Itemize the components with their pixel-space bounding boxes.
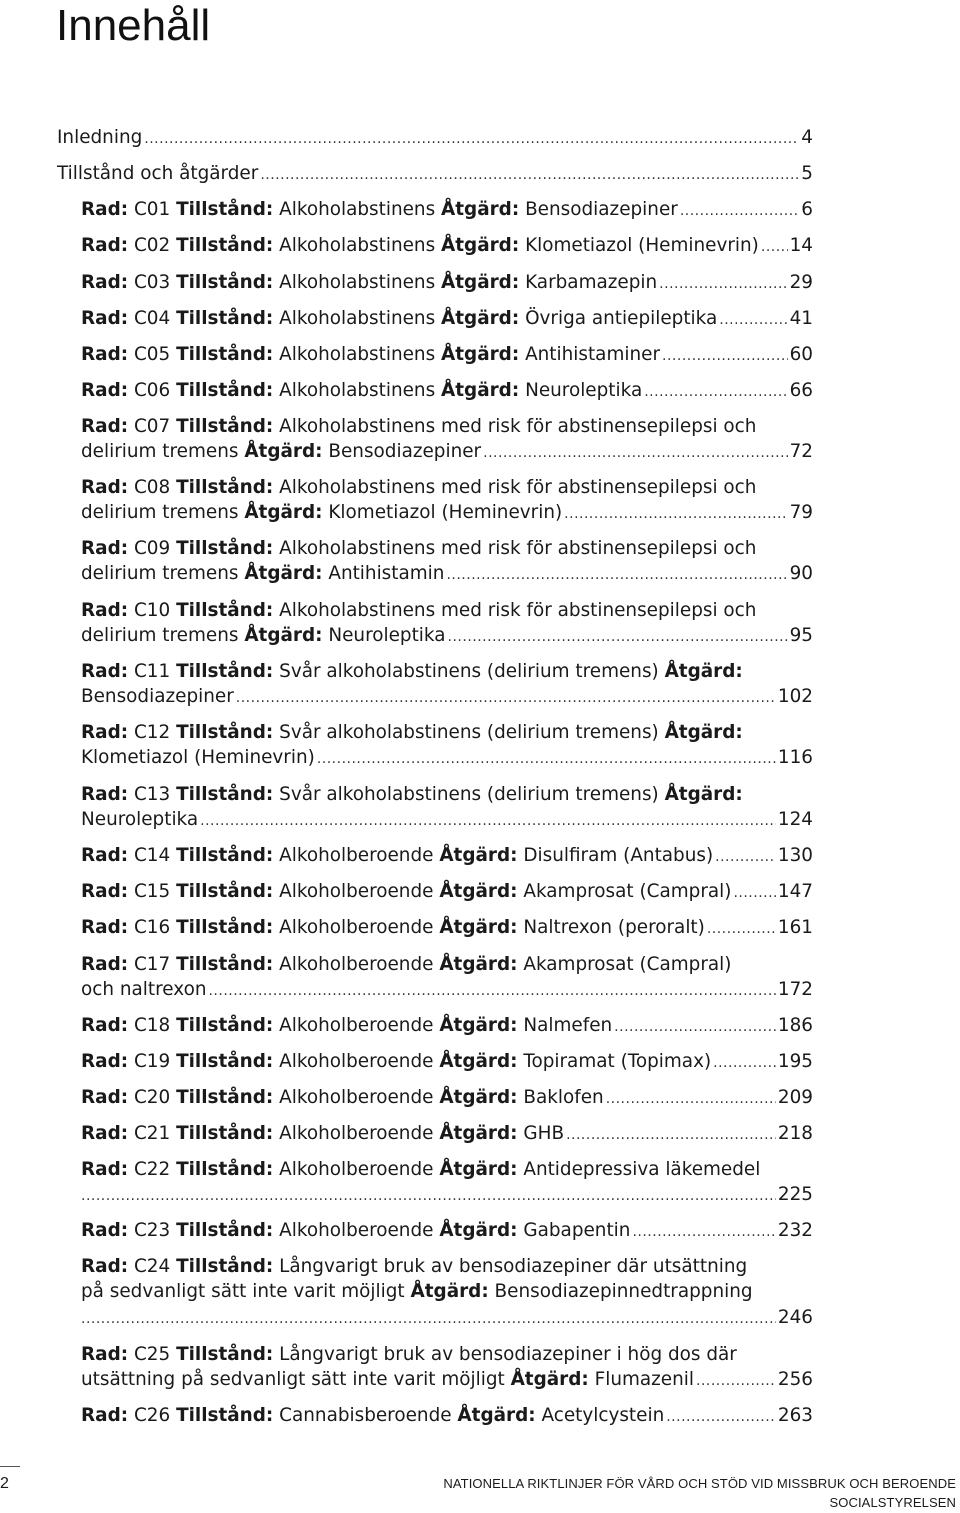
dot-leader (446, 563, 787, 587)
dot-leader (208, 979, 775, 1003)
toc-page-number: 66 (789, 380, 813, 401)
rad-label: Rad: (81, 1256, 129, 1277)
toc-page-number: 116 (777, 747, 813, 768)
tillstand-label: Tillstånd: (176, 538, 274, 559)
toc-entry-c07-line1[interactable] (81, 415, 756, 439)
tillstand-text: Alkoholberoende (279, 1051, 434, 1072)
rad-label: Rad: (81, 1051, 129, 1072)
tillstand-text: Svår alkoholabstinens (delirium tremens) (279, 661, 659, 682)
tillstand-text: Alkoholabstinens (279, 272, 436, 293)
atgard-text: Bensodiazepiner (525, 199, 678, 220)
atgard-text: Neuroleptika (81, 809, 199, 830)
tillstand-text: Alkoholabstinens (279, 235, 436, 256)
tillstand-label: Tillstånd: (176, 380, 274, 401)
atgard-text: Baklofen (523, 1087, 604, 1108)
tillstand-label: Tillstånd: (176, 1159, 274, 1180)
toc-entry-c24[interactable] (81, 1306, 813, 1330)
tillstand-label: Tillstånd: (176, 1344, 274, 1365)
tillstand-text: Långvarigt bruk av bensodiazepiner där utsättning (279, 1256, 748, 1277)
tillstand-label: Tillstånd: (176, 235, 274, 256)
toc-page-number: 263 (777, 1405, 813, 1426)
atgard-label: Åtgärd: (439, 1051, 518, 1072)
atgard-label: Åtgärd: (510, 1369, 589, 1390)
toc-page-number: 147 (777, 881, 813, 902)
toc-entry-c01[interactable] (81, 198, 813, 222)
toc-page-number: 90 (789, 563, 813, 584)
rad-code: C21 (133, 1123, 171, 1144)
toc-page-number: 72 (789, 441, 813, 462)
rad-code: C07 (133, 416, 171, 437)
atgard-label: Åtgärd: (244, 441, 323, 462)
toc-page-number: 209 (777, 1087, 813, 1108)
tillstand-label: Tillstånd: (176, 784, 274, 805)
tillstand-text: Svår alkoholabstinens (delirium tremens) (279, 722, 659, 743)
atgard-label: Åtgärd: (439, 1123, 518, 1144)
tillstand-text: Alkoholberoende (279, 845, 434, 866)
tillstand-text: Alkoholberoende (279, 1087, 434, 1108)
atgard-label: Åtgärd: (439, 1015, 518, 1036)
atgard-label: Åtgärd: (244, 502, 323, 523)
atgard-text: Antihistaminer (525, 344, 661, 365)
tillstand-label: Tillstånd: (176, 1015, 274, 1036)
rad-code: C16 (133, 917, 171, 938)
toc-entry-c23[interactable] (81, 1219, 813, 1243)
atgard-text: Akamprosat (Campral) (523, 881, 732, 902)
toc-page-number: 102 (777, 686, 813, 707)
tillstand-text: Alkoholabstinens (279, 308, 436, 329)
tillstand-label: Tillstånd: (176, 845, 274, 866)
tillstand-text: Alkoholberoende (279, 1220, 434, 1241)
toc-entry-c24-line1[interactable] (81, 1255, 747, 1279)
atgard-text: Akamprosat (Campral) (523, 954, 732, 975)
tillstand-text-cont: delirium tremens (81, 441, 239, 462)
dot-leader (260, 163, 799, 187)
toc-page-number: 256 (777, 1369, 813, 1390)
atgard-text: Antidepressiva läkemedel (523, 1159, 761, 1180)
tillstand-label: Tillstånd: (176, 308, 274, 329)
rad-label: Rad: (81, 308, 129, 329)
toc-entry-c25[interactable] (81, 1368, 813, 1392)
toc-entry-c26[interactable] (81, 1404, 813, 1428)
rad-code: C20 (133, 1087, 171, 1108)
tillstand-label: Tillstånd: (176, 199, 274, 220)
dot-leader (564, 502, 787, 526)
toc-entry-c10-line1[interactable] (81, 599, 756, 623)
atgard-text: Acetylcystein (541, 1405, 665, 1426)
atgard-label: Åtgärd: (441, 199, 520, 220)
rad-label: Rad: (81, 416, 129, 437)
tillstand-label: Tillstånd: (176, 917, 274, 938)
tillstand-label: Tillstånd: (176, 600, 274, 621)
rad-code: C17 (133, 954, 171, 975)
dot-leader (733, 881, 775, 905)
toc-page-number: 4 (801, 127, 813, 148)
rad-code: C04 (133, 308, 171, 329)
atgard-label: Åtgärd: (441, 380, 520, 401)
toc-entry-c20[interactable] (81, 1086, 813, 1110)
rad-code: C22 (133, 1159, 171, 1180)
dot-leader (566, 1123, 776, 1147)
atgard-label: Åtgärd: (410, 1281, 489, 1302)
dot-leader (317, 747, 776, 771)
tillstand-text-cont: delirium tremens (81, 563, 239, 584)
toc-entry-c22[interactable] (81, 1183, 813, 1207)
atgard-text: Bensodiazepinnedtrappning (494, 1281, 753, 1302)
tillstand-label: Tillstånd: (176, 661, 274, 682)
rad-code: C14 (133, 845, 171, 866)
rad-code: C24 (133, 1256, 171, 1277)
dot-leader (715, 845, 776, 869)
tillstand-text: Alkoholabstinens med risk för abstinensepilepsi och (279, 477, 757, 498)
dot-leader (662, 344, 788, 368)
atgard-text: Flumazenil (594, 1369, 694, 1390)
dot-leader (632, 1220, 775, 1244)
rad-code: C06 (133, 380, 171, 401)
tillstand-text: Alkoholabstinens (279, 344, 436, 365)
tillstand-text: Alkoholabstinens (279, 380, 436, 401)
tillstand-text: Långvarigt bruk av bensodiazepiner i hög dos där (279, 1344, 737, 1365)
atgard-label: Åtgärd: (664, 784, 743, 805)
dot-leader (761, 235, 788, 259)
tillstand-text: Alkoholberoende (279, 1159, 434, 1180)
atgard-label: Åtgärd: (439, 917, 518, 938)
toc-entry-c06[interactable] (81, 379, 813, 403)
tillstand-text: Alkoholberoende (279, 954, 434, 975)
tillstand-text-cont: på sedvanligt sätt inte varit möjligt (81, 1281, 405, 1302)
atgard-text: Klometiazol (Heminevrin) (81, 747, 315, 768)
toc-entry-c14[interactable] (81, 844, 813, 868)
rad-label: Rad: (81, 600, 129, 621)
tillstand-text: Alkoholabstinens med risk för abstinensepilepsi och (279, 416, 757, 437)
atgard-text: Gabapentin (523, 1220, 631, 1241)
atgard-label: Åtgärd: (439, 1220, 518, 1241)
toc-page-number: 14 (789, 235, 813, 256)
rad-label: Rad: (81, 881, 129, 902)
tillstand-text: Alkoholberoende (279, 881, 434, 902)
dot-leader (614, 1015, 776, 1039)
tillstand-label: Tillstånd: (176, 954, 274, 975)
rad-label: Rad: (81, 917, 129, 938)
atgard-text: Antihistamin (328, 563, 445, 584)
rad-label: Rad: (81, 538, 129, 559)
toc-entry-c10[interactable] (81, 624, 813, 648)
atgard-text: Topiramat (Topimax) (523, 1051, 712, 1072)
atgard-text: Bensodiazepiner (81, 686, 234, 707)
tillstand-text-cont: delirium tremens (81, 502, 239, 523)
rad-code: C15 (133, 881, 171, 902)
toc-entry-c25-line1[interactable] (81, 1343, 737, 1367)
tillstand-label: Tillstånd: (176, 272, 274, 293)
rad-code: C19 (133, 1051, 171, 1072)
toc-page-number: 6 (801, 199, 813, 220)
rad-label: Rad: (81, 344, 129, 365)
toc-entry-tillstand-och-atgarder[interactable] (57, 162, 813, 186)
atgard-label: Åtgärd: (439, 1087, 518, 1108)
rad-label: Rad: (81, 1159, 129, 1180)
rad-code: C25 (133, 1344, 171, 1365)
rad-code: C10 (133, 600, 171, 621)
toc-entry-text: Tillstånd och åtgärder (57, 163, 259, 184)
dot-leader (483, 441, 787, 465)
rad-label: Rad: (81, 1344, 129, 1365)
tillstand-label: Tillstånd: (176, 1051, 274, 1072)
atgard-label: Åtgärd: (244, 625, 323, 646)
dot-leader (236, 686, 776, 710)
atgard-text: Nalmefen (523, 1015, 613, 1036)
dot-leader (448, 625, 788, 649)
tillstand-text: Alkoholabstinens med risk för abstinensepilepsi och (279, 538, 757, 559)
atgard-label: Åtgärd: (244, 563, 323, 584)
dot-leader (680, 199, 799, 223)
tillstand-text-cont: utsättning på sedvanligt sätt inte varit möjligt (81, 1369, 505, 1390)
toc-page-number: 161 (777, 917, 813, 938)
dot-leader (659, 272, 787, 296)
dot-leader (200, 809, 776, 833)
atgard-label: Åtgärd: (439, 954, 518, 975)
atgard-label: Åtgärd: (441, 344, 520, 365)
toc-entry-c17-line1[interactable] (81, 953, 731, 977)
tillstand-label: Tillstånd: (176, 1256, 274, 1277)
rad-label: Rad: (81, 1087, 129, 1108)
rad-code: C09 (133, 538, 171, 559)
toc-entry-c18[interactable] (81, 1014, 813, 1038)
atgard-label: Åtgärd: (457, 1405, 536, 1426)
toc-entry-c12-line1[interactable] (81, 721, 743, 745)
rad-label: Rad: (81, 1405, 129, 1426)
toc-entry-c09[interactable] (81, 562, 813, 586)
atgard-label: Åtgärd: (439, 845, 518, 866)
tillstand-text: Cannabisberoende (279, 1405, 452, 1426)
rad-code: C12 (133, 722, 171, 743)
toc-entry-c13[interactable] (81, 808, 813, 832)
rad-code: C11 (133, 661, 171, 682)
rad-label: Rad: (81, 199, 129, 220)
toc-entry-inledning[interactable] (57, 126, 813, 150)
atgard-label: Åtgärd: (441, 308, 520, 329)
toc-page-number: 130 (777, 845, 813, 866)
tillstand-label: Tillstånd: (176, 416, 274, 437)
tillstand-text: Alkoholberoende (279, 917, 434, 938)
toc-page-number: 60 (789, 344, 813, 365)
tillstand-text: Alkoholberoende (279, 1015, 434, 1036)
footer-page-number: 2 (0, 1475, 9, 1492)
atgard-text: Klometiazol (Heminevrin) (328, 502, 563, 523)
toc-entry-c04[interactable] (81, 307, 813, 331)
dot-leader (707, 917, 776, 941)
atgard-text: GHB (523, 1123, 565, 1144)
toc-entry-c21[interactable] (81, 1122, 813, 1146)
toc-page-number: 195 (777, 1051, 813, 1072)
footer-publication-title: NATIONELLA RIKTLINJER FÖR VÅRD OCH STÖD VID MISSBRUK OCH BEROENDE (443, 1476, 956, 1491)
atgard-text: Klometiazol (Heminevrin) (525, 235, 759, 256)
atgard-label: Åtgärd: (664, 722, 743, 743)
rad-code: C05 (133, 344, 171, 365)
toc-entry-c08[interactable] (81, 501, 813, 525)
rad-label: Rad: (81, 235, 129, 256)
toc-entry-c12[interactable] (81, 746, 813, 770)
rad-code: C08 (133, 477, 171, 498)
dot-leader (696, 1369, 776, 1393)
toc-entry-c11[interactable] (81, 685, 813, 709)
toc-entry-c11-line1[interactable] (81, 660, 743, 684)
atgard-text: Bensodiazepiner (328, 441, 482, 462)
toc-entry-c15[interactable] (81, 880, 813, 904)
atgard-text-cont: och naltrexon (81, 979, 207, 1000)
toc-page-number: 186 (777, 1015, 813, 1036)
toc-entry-c22-line1[interactable] (81, 1158, 760, 1182)
rad-label: Rad: (81, 477, 129, 498)
dot-leader (81, 1307, 776, 1331)
atgard-text: Neuroleptika (525, 380, 643, 401)
toc-page-number: 29 (789, 272, 813, 293)
atgard-text: Disulfiram (Antabus) (523, 845, 714, 866)
toc-page-number: 5 (801, 163, 813, 184)
rad-code: C13 (133, 784, 171, 805)
toc-entry-c07[interactable] (81, 440, 813, 464)
page-title: Innehåll (56, 1, 211, 50)
rad-label: Rad: (81, 661, 129, 682)
rad-label: Rad: (81, 845, 129, 866)
rad-label: Rad: (81, 954, 129, 975)
tillstand-label: Tillstånd: (176, 1087, 274, 1108)
toc-entry-c24-line2[interactable] (81, 1280, 753, 1304)
tillstand-label: Tillstånd: (176, 344, 274, 365)
toc-entry-c08-line1[interactable] (81, 476, 756, 500)
tillstand-label: Tillstånd: (176, 1405, 274, 1426)
dot-leader (644, 380, 787, 404)
footer-rule (0, 1466, 20, 1467)
toc-entry-c02[interactable] (81, 234, 813, 258)
toc-entry-text: Inledning (57, 127, 143, 148)
toc-page-number: 79 (789, 502, 813, 523)
toc-entry-c09-line1[interactable] (81, 537, 756, 561)
atgard-text: Naltrexon (peroralt) (523, 917, 705, 938)
footer-publisher: SOCIALSTYRELSEN (829, 1495, 956, 1510)
rad-label: Rad: (81, 1123, 129, 1144)
rad-code: C01 (133, 199, 171, 220)
rad-code: C23 (133, 1220, 171, 1241)
toc-entry-c03[interactable] (81, 271, 813, 295)
toc-page-number: 172 (777, 979, 813, 1000)
rad-label: Rad: (81, 784, 129, 805)
tillstand-text-cont: delirium tremens (81, 625, 239, 646)
toc-entry-c05[interactable] (81, 343, 813, 367)
rad-label: Rad: (81, 1220, 129, 1241)
toc-entry-c19[interactable] (81, 1050, 813, 1074)
rad-code: C03 (133, 272, 171, 293)
rad-label: Rad: (81, 1015, 129, 1036)
atgard-label: Åtgärd: (664, 661, 743, 682)
dot-leader (606, 1087, 776, 1111)
atgard-label: Åtgärd: (441, 235, 520, 256)
rad-label: Rad: (81, 272, 129, 293)
atgard-label: Åtgärd: (439, 1159, 518, 1180)
tillstand-text: Alkoholabstinens (279, 199, 436, 220)
tillstand-label: Tillstånd: (176, 1123, 274, 1144)
tillstand-label: Tillstånd: (176, 477, 274, 498)
atgard-text: Övriga antiepileptika (525, 308, 718, 329)
rad-label: Rad: (81, 722, 129, 743)
tillstand-text: Alkoholberoende (279, 1123, 434, 1144)
tillstand-label: Tillstånd: (176, 1220, 274, 1241)
toc-entry-c16[interactable] (81, 916, 813, 940)
atgard-text: Neuroleptika (328, 625, 446, 646)
toc-page-number: 41 (789, 308, 813, 329)
toc-entry-c13-line1[interactable] (81, 783, 743, 807)
tillstand-label: Tillstånd: (176, 881, 274, 902)
dot-leader (719, 308, 787, 332)
toc-entry-c17[interactable] (81, 978, 813, 1002)
dot-leader (81, 1184, 776, 1208)
toc-page-number: 246 (777, 1307, 813, 1328)
toc-page-number: 232 (777, 1220, 813, 1241)
dot-leader (144, 127, 799, 151)
rad-code: C26 (133, 1405, 171, 1426)
atgard-label: Åtgärd: (441, 272, 520, 293)
rad-code: C18 (133, 1015, 171, 1036)
toc-page-number: 218 (777, 1123, 813, 1144)
toc-page-number: 124 (777, 809, 813, 830)
tillstand-text: Svår alkoholabstinens (delirium tremens) (279, 784, 659, 805)
atgard-label: Åtgärd: (439, 881, 518, 902)
rad-code: C02 (133, 235, 171, 256)
dot-leader (713, 1051, 776, 1075)
tillstand-text: Alkoholabstinens med risk för abstinensepilepsi och (279, 600, 757, 621)
tillstand-label: Tillstånd: (176, 722, 274, 743)
toc-page-number: 95 (789, 625, 813, 646)
atgard-text: Karbamazepin (525, 272, 658, 293)
toc-page-number: 225 (777, 1184, 813, 1205)
rad-label: Rad: (81, 380, 129, 401)
dot-leader (666, 1405, 776, 1429)
